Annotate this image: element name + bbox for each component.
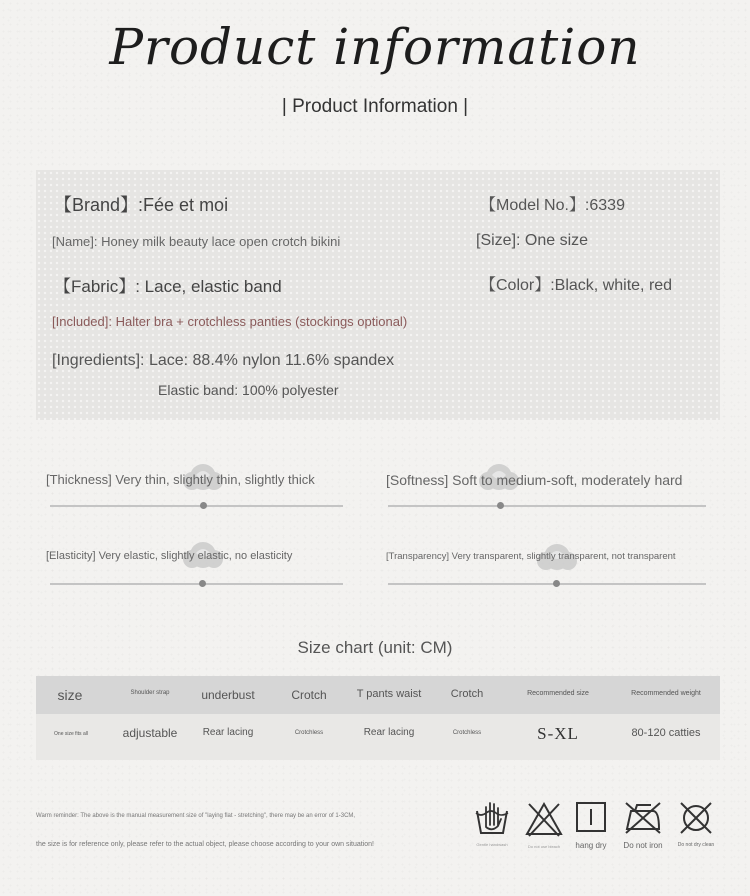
care-item <box>619 801 667 850</box>
data-cell: Crotchless <box>294 730 324 736</box>
size-chart-title: Size chart (unit: CM) <box>297 638 453 657</box>
care-item <box>470 799 514 847</box>
care-label: hang dry <box>575 841 607 850</box>
data-cell: Rear lacing <box>202 727 254 738</box>
header-cell: T pants waist <box>356 688 422 700</box>
included-field: [Included]: Halter bra + crotchless panties (stockings optional) <box>52 314 408 329</box>
brand-field: 【Brand】:Fée et moi <box>54 195 229 215</box>
data-cell: 80-120 catties <box>631 727 701 739</box>
model-field: 【Model No.】:6339 <box>480 197 625 214</box>
care-label: Do not use bleach <box>527 844 561 849</box>
data-cell: One size fits all <box>54 731 88 737</box>
color-field: 【Color】:Black, white, red <box>480 277 673 294</box>
header-cell: Recommended weight <box>631 690 701 697</box>
header-cell: size <box>57 687 83 703</box>
warm-reminder-line1: Warm reminder: The above is the manual measurement size of "laying flat - stretching", there may be an error of 1-3CM, <box>36 813 356 819</box>
softness-marker <box>497 502 504 509</box>
care-item <box>567 801 615 850</box>
ingredients-field: [Ingredients]: Lace: 88.4% nylon 11.6% spandex <box>52 352 395 369</box>
care-item <box>674 801 718 848</box>
size-chart-data-row <box>36 714 720 760</box>
size-chart-table <box>36 676 720 760</box>
thickness-label: [Thickness] Very thin, slightly thin, slightly thick <box>46 472 315 487</box>
softness-track <box>388 505 706 507</box>
data-cell: Crotchless <box>452 730 482 736</box>
section-subtitle: | Product Information | <box>281 96 469 117</box>
thickness-track <box>50 505 343 507</box>
no-dry-clean-icon <box>678 801 714 835</box>
elasticity-marker <box>199 580 206 587</box>
care-label: Gentle handwash <box>476 842 508 847</box>
elasticity-label: [Elasticity] Very elastic, slightly elastic, no elasticity <box>46 550 293 562</box>
header-cell: Recommended size <box>527 690 589 697</box>
name-field: [Name]: Honey milk beauty lace open crotch bikini <box>52 234 341 249</box>
no-iron-icon <box>623 801 663 835</box>
size-chart-header-row <box>36 676 720 714</box>
product-info-panel <box>36 170 720 420</box>
softness-label: [Softness] Soft to medium-soft, moderately hard <box>386 472 683 488</box>
script-title: Product information <box>109 18 641 76</box>
transparency-label: [Transparency] Very transparent, slightly transparent, not transparent <box>386 551 676 562</box>
care-label: Do not dry clean <box>677 842 715 848</box>
fabric-field: 【Fabric】: Lace, elastic band <box>54 277 282 296</box>
elasticity-track <box>50 583 343 585</box>
hand-wash-icon <box>473 799 511 837</box>
transparency-marker <box>553 580 560 587</box>
transparency-track <box>388 583 706 585</box>
header-cell: Crotch <box>450 688 484 700</box>
hang-dry-icon <box>575 801 607 833</box>
data-cell: Rear lacing <box>363 727 415 738</box>
size-field: [Size]: One size <box>476 232 589 249</box>
header-cell: underbust <box>201 688 255 702</box>
header-cell: Crotch <box>291 688 327 702</box>
warm-reminder-line2: the size is for reference only, please refer to the actual object, please choose according to your own situation! <box>36 841 375 848</box>
ingredients-elastic-field: Elastic band: 100% polyester <box>158 382 339 398</box>
data-cell: adjustable <box>122 726 178 740</box>
header-cell: Shoulder strap <box>130 690 170 696</box>
care-item <box>523 801 565 849</box>
no-bleach-icon <box>525 801 563 837</box>
thickness-marker <box>200 502 207 509</box>
care-label: Do not iron <box>623 841 663 850</box>
data-cell: S-XL <box>537 724 579 743</box>
